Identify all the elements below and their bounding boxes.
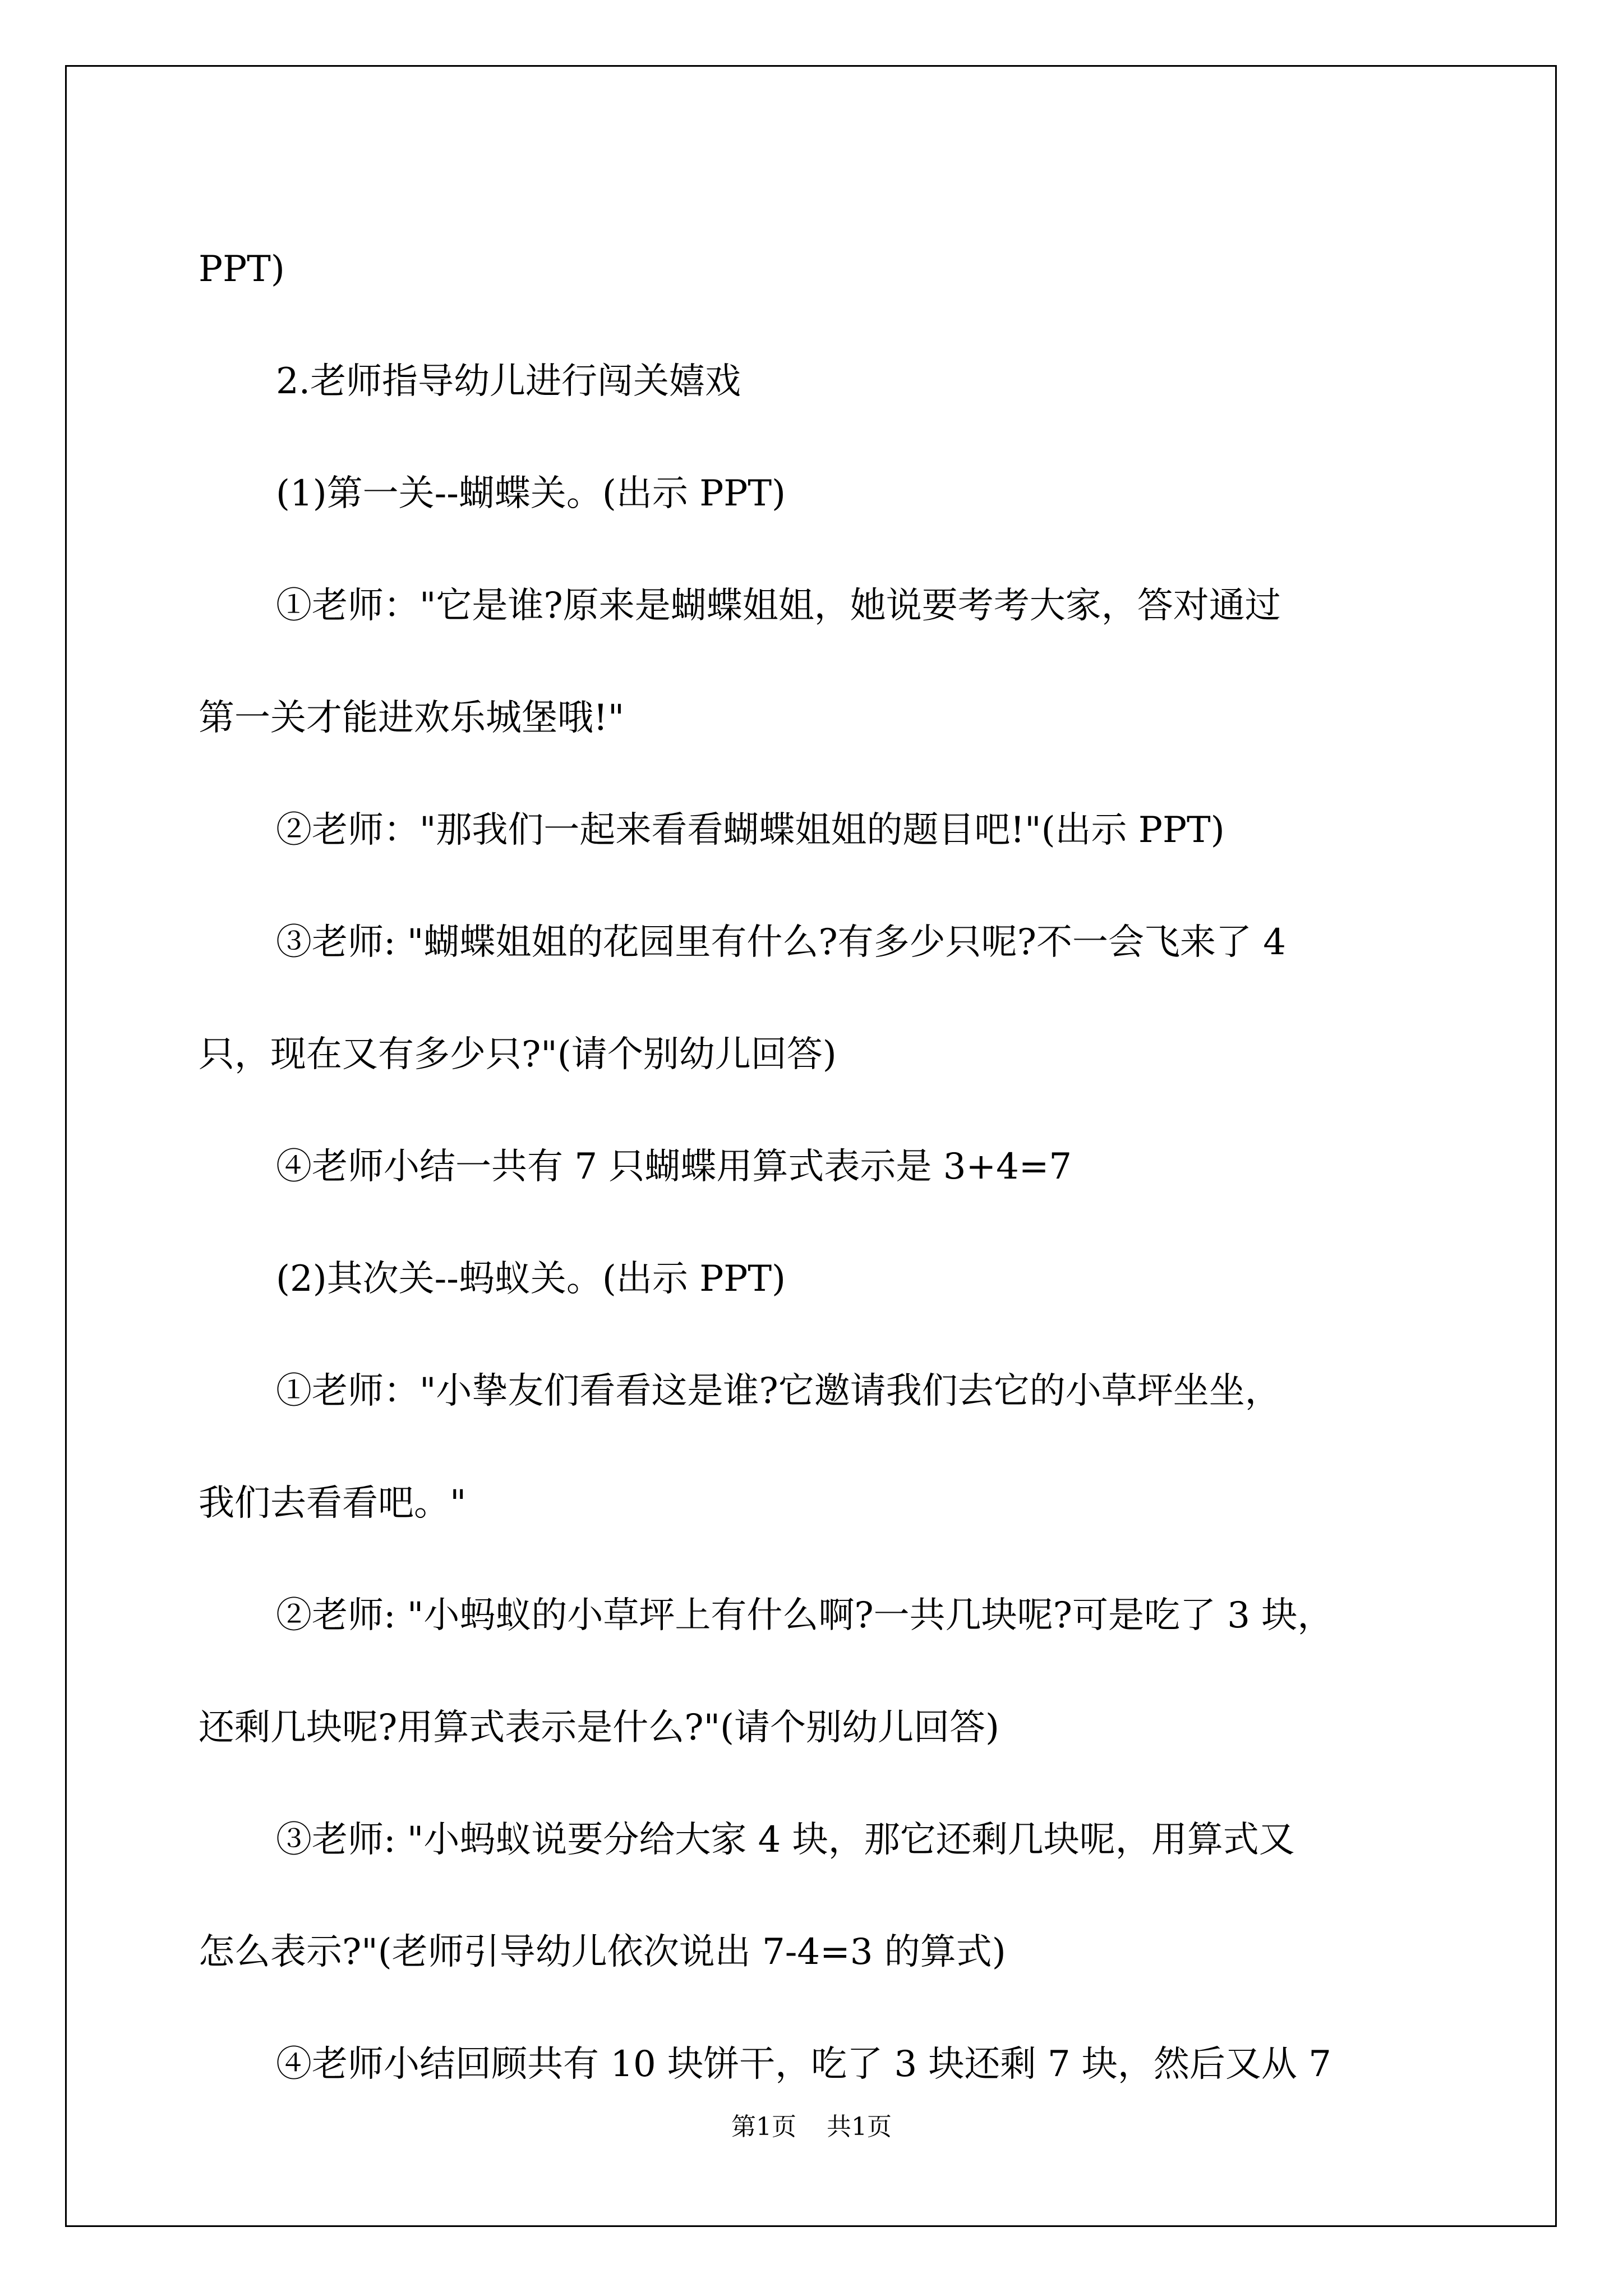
text-line: ④老师小结回顾共有 10 块饼干，吃了 3 块还剩 7 块，然后又从 7 [276,2044,1331,2085]
page-number: 第1页 [731,2113,796,2141]
text-line: ③老师: "小蚂蚁说要分给大家 4 块，那它还剩几块呢，用算式又 [276,1819,1295,1861]
text-line: ①老师："小挚友们看看这是谁?它邀请我们去它的小草坪坐坐， [276,1370,1281,1412]
text-line: 第一关才能进欢乐城堡哦!" [199,697,625,739]
text-line: ①老师："它是谁?原来是蝴蝶姐姐，她说要考考大家，答对通过 [276,585,1281,627]
text-line: (1)第一关--蝴蝶关。(出示 PPT) [276,473,786,514]
text-line: 还剩几块呢?用算式表示是什么?"(请个别幼儿回答) [199,1707,999,1749]
text-line: ②老师: "小蚂蚁的小草坪上有什么啊?一共几块呢?可是吃了 3 块， [276,1595,1334,1636]
text-line: 2.老师指导幼儿进行闯关嬉戏 [276,361,741,402]
text-line: 我们去看看吧。" [199,1483,467,1524]
text-line: 怎么表示?"(老师引导幼儿依次说出 7-4=3 的算式) [199,1931,1006,1973]
text-line: ④老师小结一共有 7 只蝴蝶用算式表示是 3+4=7 [276,1146,1072,1188]
text-line: (2)其次关--蚂蚁关。(出示 PPT) [276,1258,786,1300]
text-line: PPT) [199,249,285,290]
document-body [199,213,1444,2120]
text-line: ③老师: "蝴蝶姐姐的花园里有什么?有多少只呢?不一会飞来了 4 [276,922,1287,963]
page-footer [0,2106,1623,2142]
page-total: 共1页 [827,2113,892,2141]
text-line: 只，现在又有多少只?"(请个别幼儿回答) [199,1034,837,1075]
text-line: ②老师："那我们一起来看看蝴蝶姐姐的题目吧!"(出示 PPT) [276,809,1225,851]
